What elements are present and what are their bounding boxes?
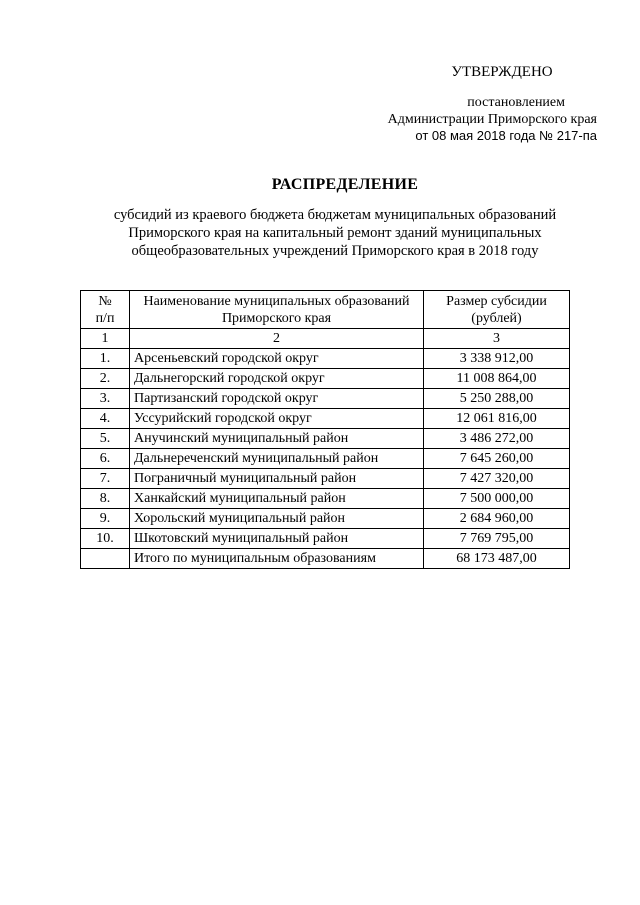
row-amount: 7 427 320,00 xyxy=(424,469,570,489)
subtitle-line: субсидий из краевого бюджета бюджетам муниципальных образований xyxy=(113,207,557,223)
header-amount-line: Размер субсидии xyxy=(446,294,547,309)
column-number: 2 xyxy=(130,329,424,349)
row-name: Уссурийский городской округ xyxy=(130,409,424,429)
row-name: Шкотовский муниципальный район xyxy=(130,529,424,549)
row-name: Партизанский городской округ xyxy=(130,389,424,409)
row-name: Дальнереченский муниципальный район xyxy=(130,449,424,469)
row-num: 10. xyxy=(81,529,130,549)
subtitle-line: общеобразовательных учреждений Приморского края в 2018 году xyxy=(131,243,539,259)
table-row xyxy=(81,409,570,429)
table-row xyxy=(81,369,570,389)
total-num-cell xyxy=(81,549,130,569)
header-name-line: Приморского края xyxy=(221,311,332,326)
document-subtitle xyxy=(80,206,590,260)
row-num: 6. xyxy=(81,449,130,469)
subsidy-table xyxy=(80,290,570,569)
row-amount: 5 250 288,00 xyxy=(424,389,570,409)
column-number: 3 xyxy=(424,329,570,349)
approval-line-2: Администрации Приморского края xyxy=(387,112,597,127)
approval-line-1: постановлением xyxy=(467,95,565,110)
row-num: 2. xyxy=(81,369,130,389)
row-num: 7. xyxy=(81,469,130,489)
approved-heading: УТВЕРЖДЕНО xyxy=(451,64,553,80)
row-amount: 2 684 960,00 xyxy=(424,509,570,529)
table-header-row xyxy=(81,291,570,329)
row-num: 5. xyxy=(81,429,130,449)
row-amount: 3 486 272,00 xyxy=(424,429,570,449)
table-row xyxy=(81,349,570,369)
decree-reference: от 08 мая 2018 года № 217-па xyxy=(415,128,597,143)
subtitle-line: Приморского края на капитальный ремонт зданий муниципальных xyxy=(128,225,542,241)
row-amount: 7 645 260,00 xyxy=(424,449,570,469)
row-name: Хорольский муниципальный район xyxy=(130,509,424,529)
total-amount: 68 173 487,00 xyxy=(424,549,570,569)
row-num: 3. xyxy=(81,389,130,409)
header-name xyxy=(130,291,424,329)
row-amount: 12 061 816,00 xyxy=(424,409,570,429)
row-num: 4. xyxy=(81,409,130,429)
table-row xyxy=(81,529,570,549)
column-number: 1 xyxy=(81,329,130,349)
row-num: 1. xyxy=(81,349,130,369)
row-name: Дальнегорский городской округ xyxy=(130,369,424,389)
row-amount: 3 338 912,00 xyxy=(424,349,570,369)
column-number-row xyxy=(81,329,570,349)
table-row xyxy=(81,449,570,469)
row-name: Ханкайский муниципальный район xyxy=(130,489,424,509)
row-num: 8. xyxy=(81,489,130,509)
row-num: 9. xyxy=(81,509,130,529)
document-title: РАСПРЕДЕЛЕНИЕ xyxy=(271,176,419,193)
table-row xyxy=(81,389,570,409)
row-name: Пограничный муниципальный район xyxy=(130,469,424,489)
row-amount: 11 008 864,00 xyxy=(424,369,570,389)
row-name: Арсеньевский городской округ xyxy=(130,349,424,369)
table-row xyxy=(81,509,570,529)
table-row xyxy=(81,429,570,449)
header-num-line: № xyxy=(98,294,112,309)
header-amount-line: (рублей) xyxy=(471,311,522,326)
header-name-line: Наименование муниципальных образований xyxy=(143,294,410,309)
table-row xyxy=(81,469,570,489)
row-amount: 7 500 000,00 xyxy=(424,489,570,509)
total-label: Итого по муниципальным образованиям xyxy=(130,549,424,569)
table-row xyxy=(81,489,570,509)
row-amount: 7 769 795,00 xyxy=(424,529,570,549)
header-num-line: п/п xyxy=(95,311,115,326)
header-num xyxy=(81,291,130,329)
total-row xyxy=(81,549,570,569)
header-amount xyxy=(424,291,570,329)
row-name: Анучинский муниципальный район xyxy=(130,429,424,449)
